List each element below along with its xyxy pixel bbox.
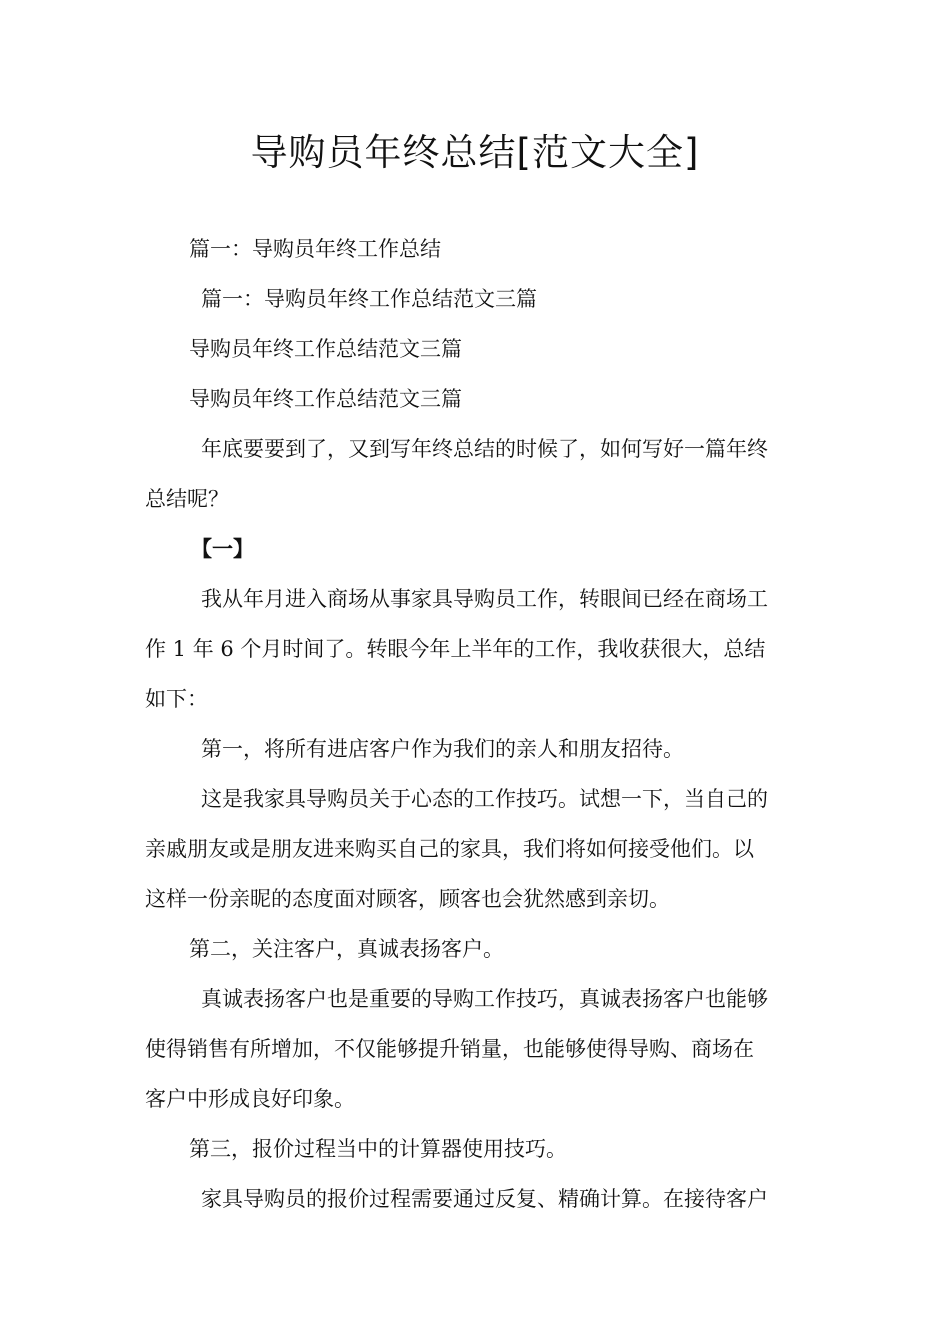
text-line: 我从年月进入商场从事家具导购员工作，转眼间已经在商场工 [201,587,768,611]
text-line: 总结呢？ [145,487,229,511]
text-line: 家具导购员的报价过程需要通过反复、精确计算。在接待客户 [201,1187,768,1211]
text-line: 篇一：导购员年终工作总结范文三篇 [201,287,537,311]
text-line: 篇一：导购员年终工作总结 [189,237,441,261]
text-line: 第二，关注客户，真诚表扬客户。 [189,937,504,961]
text-line: 这样一份亲昵的态度面对顾客，顾客也会犹然感到亲切。 [145,887,670,911]
text-line: 这是我家具导购员关于心态的工作技巧。试想一下，当自己的 [201,787,768,811]
document-title: 导购员年终总结[范文大全] [250,131,700,174]
text-line: 第三，报价过程当中的计算器使用技巧。 [189,1137,567,1161]
text-line: 作 1 年 6 个月时间了。转眼今年上半年的工作，我收获很大，总结 [145,637,766,661]
text-line: 真诚表扬客户也是重要的导购工作技巧，真诚表扬客户也能够 [201,987,768,1011]
text-line: 年底要要到了，又到写年终总结的时候了，如何写好一篇年终 [201,437,768,461]
text-line: 第一，将所有进店客户作为我们的亲人和朋友招待。 [201,737,684,761]
text-line: 导购员年终工作总结范文三篇 [189,337,462,361]
text-line: 使得销售有所增加，不仅能够提升销量，也能够使得导购、商场在 [145,1037,754,1061]
text-line: 如下： [145,687,208,711]
text-line: 客户中形成良好印象。 [145,1087,355,1111]
text-line: 亲戚朋友或是朋友进来购买自己的家具，我们将如何接受他们。以 [145,837,754,861]
text-line: 导购员年终工作总结范文三篇 [189,387,462,411]
section-heading: 【一】 [191,536,254,561]
